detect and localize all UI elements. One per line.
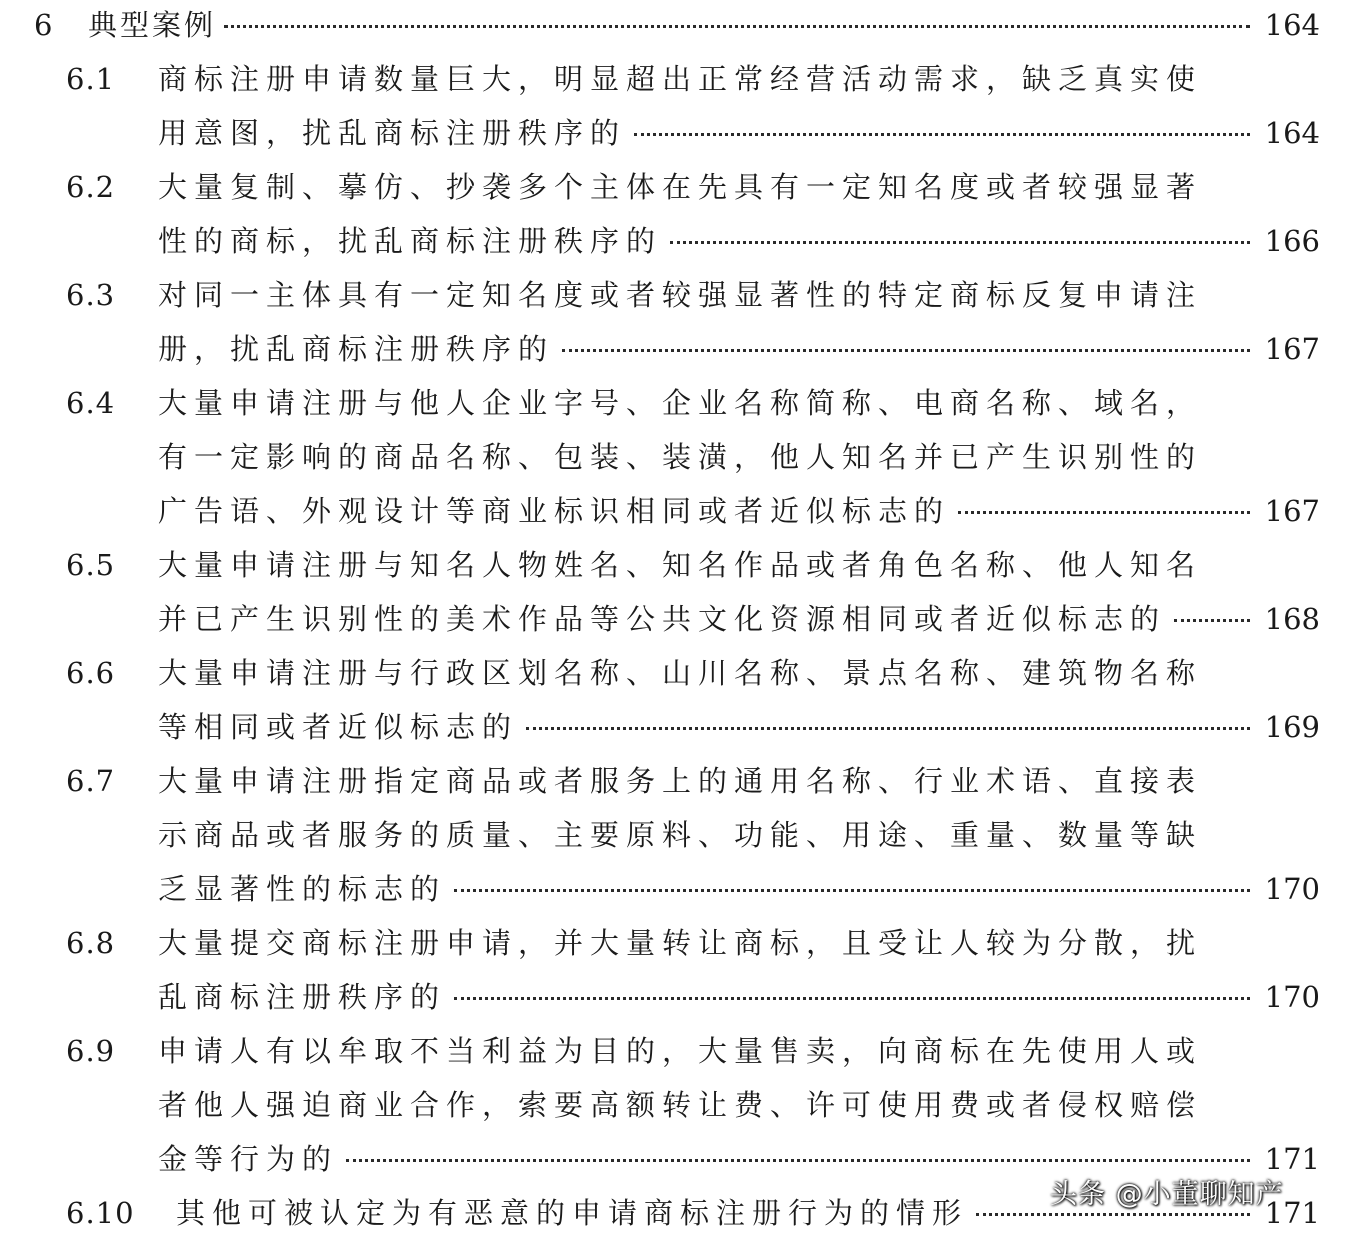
section-title-line: 广告语、外观设计等商业标识相同或者近似标志的 xyxy=(158,494,951,528)
section-number: 6.2 xyxy=(66,170,116,204)
section-number: 6.4 xyxy=(66,386,116,420)
section-title-line: 等相同或者近似标志的 xyxy=(158,710,519,744)
dot-leader xyxy=(976,1213,1250,1216)
section-entry-line xyxy=(0,106,1366,160)
dot-leader xyxy=(958,511,1250,514)
dot-leader xyxy=(454,889,1250,892)
section-entry-line xyxy=(0,268,1366,322)
dot-leader xyxy=(454,997,1250,1000)
page-number: 171 xyxy=(1264,1142,1320,1176)
section-entry-line xyxy=(0,52,1366,106)
page-number: 167 xyxy=(1264,494,1320,528)
section-entry-line xyxy=(0,322,1366,376)
section-title-line: 性的商标，扰乱商标注册秩序的 xyxy=(158,224,663,258)
section-title-line: 申请人有以牟取不当利益为目的，大量售卖，向商标在先使用人或 xyxy=(158,1034,1203,1068)
section-title-line: 对同一主体具有一定知名度或者较强显著性的特定商标反复申请注 xyxy=(158,278,1203,312)
page-number: 167 xyxy=(1264,332,1320,366)
section-entry-line xyxy=(0,1024,1366,1078)
dot-leader xyxy=(562,349,1250,352)
section-title-line: 大量申请注册与行政区划名称、山川名称、景点名称、建筑物名称 xyxy=(158,656,1203,690)
section-entry-line xyxy=(0,214,1366,268)
section-title-line: 乱商标注册秩序的 xyxy=(158,980,447,1014)
chapter-title: 典型案例 xyxy=(88,8,217,42)
dot-leader xyxy=(346,1159,1250,1162)
dot-leader xyxy=(634,133,1250,136)
section-entry-line xyxy=(0,646,1366,700)
section-number: 6.6 xyxy=(66,656,116,690)
dot-leader xyxy=(670,241,1250,244)
chapter-entry xyxy=(0,0,1366,52)
section-title-line: 有一定影响的商品名称、包装、装潢，他人知名并已产生识别性的 xyxy=(158,440,1203,474)
page-number: 168 xyxy=(1264,602,1320,636)
watermark-text: 头条 @小董聊知产 xyxy=(1050,1179,1284,1210)
section-entry-line xyxy=(0,484,1366,538)
section-entry-line xyxy=(0,700,1366,754)
dot-leader xyxy=(526,727,1250,730)
section-title-line: 用意图，扰乱商标注册秩序的 xyxy=(158,116,627,150)
section-entry-line xyxy=(0,430,1366,484)
section-number: 6.3 xyxy=(66,278,116,312)
section-title-line: 大量提交商标注册申请，并大量转让商标，且受让人较为分散，扰 xyxy=(158,926,1203,960)
section-entry-line xyxy=(0,592,1366,646)
section-entry-line xyxy=(0,376,1366,430)
section-title-line: 示商品或者服务的质量、主要原料、功能、用途、重量、数量等缺 xyxy=(158,818,1203,852)
section-entry-line xyxy=(0,538,1366,592)
section-entry-line xyxy=(0,754,1366,808)
section-entry-line xyxy=(0,916,1366,970)
section-title-line: 并已产生识别性的美术作品等公共文化资源相同或者近似标志的 xyxy=(158,602,1167,636)
section-number: 6.5 xyxy=(66,548,116,582)
page-number: 164 xyxy=(1264,8,1320,42)
section-number: 6.10 xyxy=(66,1196,135,1230)
section-title-line: 大量复制、摹仿、抄袭多个主体在先具有一定知名度或者较强显著 xyxy=(158,170,1203,204)
section-title-line: 大量申请注册与他人企业字号、企业名称简称、电商名称、域名， xyxy=(158,386,1203,420)
page-number: 164 xyxy=(1264,116,1320,150)
section-title-line: 金等行为的 xyxy=(158,1142,339,1176)
section-entry-line xyxy=(0,808,1366,862)
page-number: 170 xyxy=(1264,872,1320,906)
section-number: 6.9 xyxy=(66,1034,116,1068)
section-title-line: 其他可被认定为有恶意的申请商标注册行为的情形 xyxy=(176,1196,969,1230)
section-number: 6.1 xyxy=(66,62,116,96)
chapter-number: 6 xyxy=(34,8,54,42)
section-entry-line xyxy=(0,862,1366,916)
section-title-line: 大量申请注册指定商品或者服务上的通用名称、行业术语、直接表 xyxy=(158,764,1203,798)
section-title-line: 册，扰乱商标注册秩序的 xyxy=(158,332,555,366)
section-title-line: 大量申请注册与知名人物姓名、知名作品或者角色名称、他人知名 xyxy=(158,548,1203,582)
dot-leader xyxy=(1174,619,1250,622)
section-title-line: 乏显著性的标志的 xyxy=(158,872,447,906)
dot-leader xyxy=(224,25,1250,28)
page-number: 171 xyxy=(1264,1196,1320,1230)
section-number: 6.8 xyxy=(66,926,116,960)
section-entry-line xyxy=(0,1078,1366,1132)
section-entry-line xyxy=(0,970,1366,1024)
page-number: 169 xyxy=(1264,710,1320,744)
section-title-line: 者他人强迫商业合作，索要高额转让费、许可使用费或者侵权赔偿 xyxy=(158,1088,1203,1122)
section-entry-line xyxy=(0,160,1366,214)
page-number: 166 xyxy=(1264,224,1320,258)
page-number: 170 xyxy=(1264,980,1320,1014)
section-number: 6.7 xyxy=(66,764,116,798)
section-title-line: 商标注册申请数量巨大，明显超出正常经营活动需求，缺乏真实使 xyxy=(158,62,1203,96)
